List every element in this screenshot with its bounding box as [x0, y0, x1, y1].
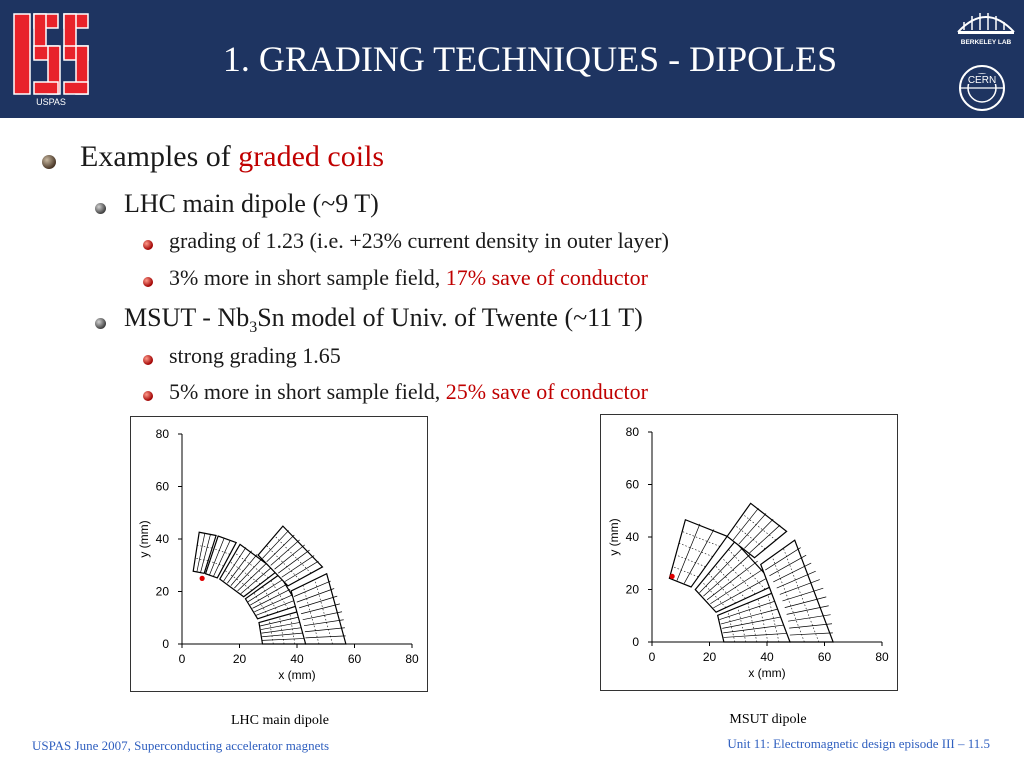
bullet-text: Examples of [80, 140, 239, 173]
x-tick-label: 40 [760, 650, 774, 664]
x-tick-label: 60 [347, 652, 362, 666]
institution-logos [952, 4, 1020, 116]
bullet-text: 3% more in short sample field, [169, 265, 446, 290]
marker-point [670, 574, 675, 579]
x-tick-label: 80 [875, 650, 889, 664]
y-tick-label: 80 [625, 425, 639, 439]
bullet-icon [42, 155, 56, 169]
berkeley-lab-logo [958, 13, 1014, 46]
cern-logo [960, 66, 1004, 110]
footer-left: USPAS June 2007, Superconducting accelerator magnets [32, 738, 330, 753]
bullet-icon [95, 203, 106, 214]
x-tick-label: 0 [648, 650, 656, 664]
chart-msut-frame [600, 414, 898, 691]
x-tick-label: 0 [178, 652, 186, 666]
x-axis-label: x (mm) [278, 668, 316, 682]
bullet-icon [143, 355, 153, 365]
bullet-msut-grading: strong grading 1.65 [169, 343, 341, 368]
bullet-lhc-grading: grading of 1.23 (i.e. +23% current density in outer layer) [169, 228, 669, 253]
marker-point [200, 576, 205, 581]
bullet-msut [124, 303, 643, 337]
y-axis-label: y (mm) [137, 520, 151, 558]
x-tick-label: 20 [232, 652, 247, 666]
slide-title: 1. GRADING TECHNIQUES - DIPOLES [222, 39, 838, 79]
bullet-icon [95, 318, 106, 329]
bullet-highlight: 17% save of conductor [445, 265, 648, 290]
bullet-icon [143, 391, 153, 401]
bullet-lhc-field [169, 265, 648, 291]
subscript: 3 [249, 319, 258, 337]
chart-lhc [131, 417, 427, 691]
cern-label: CERN [967, 75, 997, 86]
y-tick-label: 60 [625, 477, 639, 492]
chart-msut [601, 415, 897, 690]
y-tick-label: 20 [625, 582, 639, 597]
y-tick-label: 40 [155, 532, 169, 546]
bullet-highlight: graded coils [238, 140, 385, 173]
bullet-text: 5% more in short sample field, [169, 379, 446, 404]
chart-caption-msut: MSUT dipole [729, 712, 807, 727]
uspas-logo [8, 10, 94, 108]
y-tick-label: 80 [155, 427, 169, 441]
bullet-text: Sn model of Univ. of Twente (~11 T) [257, 303, 643, 332]
y-tick-label: 60 [155, 479, 169, 494]
y-tick-label: 20 [155, 584, 169, 599]
bullet-msut-field [169, 379, 648, 405]
bullet-icon [143, 240, 153, 250]
footer-right: Unit 11: Electromagnetic design episode III – 11.5 [727, 736, 990, 751]
x-tick-label: 40 [290, 652, 304, 666]
x-tick-label: 20 [702, 650, 717, 664]
bullet-icon [143, 277, 153, 287]
uspas-logo-text: USPAS [36, 97, 66, 107]
x-tick-label: 80 [405, 652, 419, 666]
chart-lhc-frame [130, 416, 428, 692]
bullet-highlight: 25% save of conductor [445, 379, 648, 404]
bullet-examples [80, 140, 384, 174]
y-tick-label: 0 [162, 637, 169, 651]
bullet-text: MSUT - Nb [124, 303, 250, 332]
chart-caption-lhc: LHC main dipole [231, 713, 329, 728]
x-tick-label: 60 [817, 650, 832, 664]
header-bar [0, 0, 1024, 118]
berkeley-lab-label: BERKELEY LAB [960, 39, 1012, 46]
x-axis-label: x (mm) [748, 666, 786, 680]
bullet-lhc: LHC main dipole (~9 T) [124, 189, 379, 218]
y-tick-label: 0 [632, 635, 639, 649]
y-axis-label: y (mm) [607, 518, 621, 556]
y-tick-label: 40 [625, 530, 639, 544]
